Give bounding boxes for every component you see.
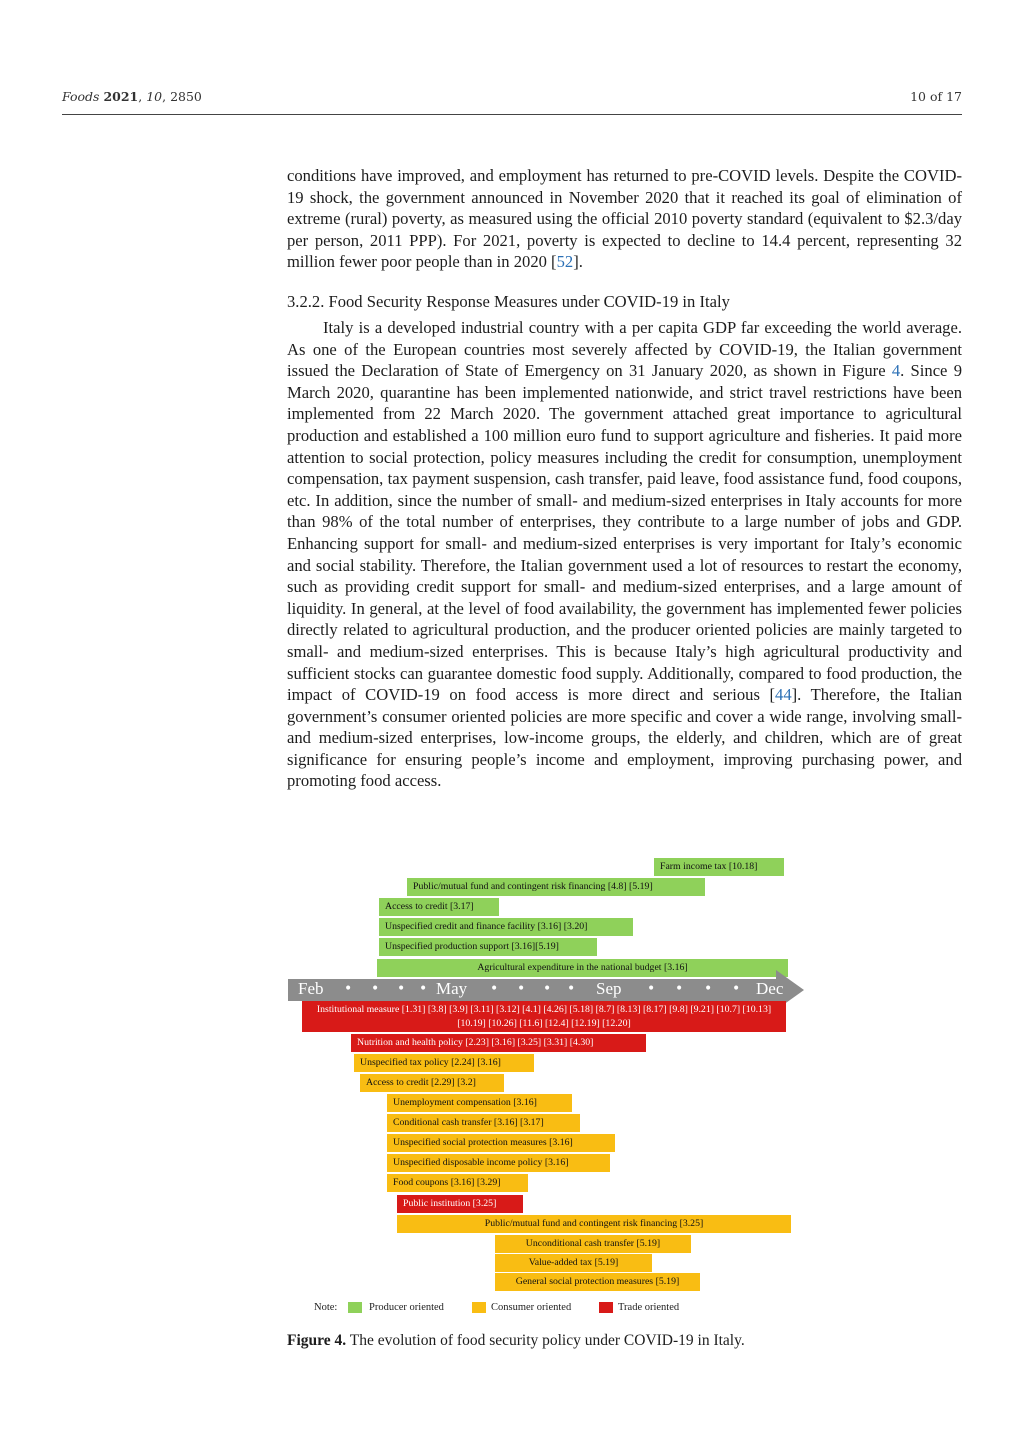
- figure-caption: [287, 1332, 962, 1350]
- journal-name: Foods: [62, 89, 100, 104]
- timeline-axis: [288, 979, 776, 1001]
- legend-label-producer: Producer oriented: [369, 1302, 444, 1313]
- policy-bar-farm-income-tax: Farm income tax [10.18]: [654, 858, 784, 876]
- figure-caption-label: Figure 4.: [287, 1332, 347, 1349]
- policy-bar-access-to-credit-consumer: Access to credit [2.29] [3.2]: [360, 1074, 504, 1092]
- policy-bar-unemployment-compensation: Unemployment compensation [3.16]: [387, 1094, 572, 1112]
- paragraph-text: ]. Therefore, the Italian government’s consumer oriented policies are more specific and cover a wide range, involving small- and medium-sized enterprises, low-income groups, the elderly, and children, which are of great significance for ensuring people’s income and employment, improving purchasing power, and promoting food access.: [287, 685, 962, 791]
- timeline-dot: •: [647, 981, 656, 997]
- timeline-month-dec: Dec: [756, 979, 784, 998]
- paragraph-italy: [287, 317, 962, 792]
- article-number: 2850: [170, 89, 202, 104]
- timeline-month-sep: Sep: [596, 979, 622, 998]
- legend-note: Note:: [314, 1302, 338, 1313]
- policy-bar-agricultural-expenditure: Agricultural expenditure in the national budget [3.16]: [377, 959, 788, 977]
- policy-bar-unspecified-tax: Unspecified tax policy [2.24] [3.16]: [354, 1054, 534, 1072]
- policy-bar-unspecified-social-protection: Unspecified social protection measures [3.16]: [387, 1134, 615, 1152]
- timeline-dot: •: [567, 981, 576, 997]
- timeline-dot: •: [344, 981, 353, 997]
- policy-bar-access-to-credit-producer: Access to credit [3.17]: [379, 898, 499, 916]
- page-number: 10 of 17: [910, 89, 962, 104]
- legend-label-consumer: Consumer oriented: [491, 1302, 572, 1313]
- timeline-dot: •: [371, 981, 380, 997]
- journal-citation: Foods 2021, 10, 2850: [62, 89, 202, 104]
- timeline-month-feb: Feb: [298, 979, 324, 998]
- reference-link[interactable]: 52: [556, 252, 574, 272]
- timeline-dot: •: [732, 981, 741, 997]
- policy-bar-public-mutual-fund-consumer: Public/mutual fund and contingent risk financing [3.25]: [397, 1215, 791, 1233]
- journal-volume: 10: [146, 89, 163, 104]
- journal-year: 2021: [103, 89, 139, 104]
- policy-bar-unspecified-disposable-income: Unspecified disposable income policy [3.16]: [387, 1154, 610, 1172]
- timeline-dot: •: [517, 981, 526, 997]
- figure-policy-timeline: [286, 852, 816, 1322]
- paragraph-tail: ].: [573, 252, 583, 272]
- paragraph-text: conditions have improved, and employment has returned to pre-COVID levels. Despite the COVID-19 shock, the government announced in November 2020 that it reached its goal of elimination of extreme (rural) poverty, as measured using the official 2010 poverty standard (equivalent to $2.3/day per person, 2011 PPP). For 2021, poverty is expected to decline to 14.4 percent, representing 32 million fewer poor people than in 2020 [: [287, 166, 962, 272]
- policy-bar-public-mutual-fund-producer: Public/mutual fund and contingent risk financing [4.8] [5.19]: [407, 878, 705, 896]
- policy-bar-conditional-cash-transfer: Conditional cash transfer [3.16] [3.17]: [387, 1114, 580, 1132]
- paragraph-text: . Since 9 March 2020, quarantine has been implemented nationwide, and strict travel restrictions have been implemented from 22 March 2020. The government attached great importance to agricultural production and established a 100 million euro fund to support agriculture and fisheries. It paid more attention to social protection, policy measures including the credit for consumption, unemployment compensation, tax payment suspension, cash transfer, paid leave, food assistance fund, food coupons, etc. In addition, since the number of small- and medium-sized enterprises in Italy accounts for more than 98% of the total number of enterprises, they contribute to a large number of jobs and GDP. Enhancing support for small- and medium-sized enterprises is very important for Italy’s economic and social stability. Therefore, the Italian government used a lot of resources to restart the economy, such as providing credit support for small- and medium-sized enterprises, and a large amount of liquidity. In general, at the level of food availability, the government has implemented fewer policies directly related to agricultural production, and the producer oriented policies are mainly targeted to small- and medium-sized enterprises. This is because Italy’s high agricultural productivity and sufficient stocks can guarantee domestic food supply. Additionally, compared to food production, the impact of COVID-19 on food access is more direct and serious [: [287, 361, 962, 705]
- timeline-dot: •: [543, 981, 552, 997]
- timeline-dot: •: [490, 981, 499, 997]
- policy-bar-general-social-protection: General social protection measures [5.19]: [495, 1273, 700, 1291]
- paragraph-text: Italy is a developed industrial country with a per capita GDP far exceeding the world average. As one of the European countries most severely affected by COVID-19, the Italian government issued the Declaration of State of Emergency on 31 January 2020, as shown in Figure: [287, 318, 962, 381]
- policy-bar-unspecified-credit: Unspecified credit and finance facility [3.16] [3.20]: [379, 918, 633, 936]
- section-heading: 3.2.2. Food Security Response Measures under COVID-19 in Italy: [287, 292, 730, 311]
- figure-caption-text: The evolution of food security policy under COVID-19 in Italy.: [346, 1332, 745, 1349]
- timeline-dot: •: [397, 981, 406, 997]
- legend-swatch-consumer: [472, 1302, 486, 1313]
- timeline-dot: •: [675, 981, 684, 997]
- policy-bar-institutional-measure: Institutional measure [1.31] [3.8] [3.9] [3.11] [3.12] [4.1] [4.26] [5.18] [8.7] [8.13] [8.17] [9.8] [9.21] [10.7] [10.13] [10.19] [10.26] [11.6] [12.4] [12.19] [12.20]: [302, 1001, 786, 1032]
- paragraph-continuation: [287, 165, 962, 273]
- policy-bar-value-added-tax: Value-added tax [5.19]: [495, 1254, 652, 1272]
- policy-bar-unspecified-production-support: Unspecified production support [3.16][5.19]: [379, 938, 597, 956]
- timeline-dot: •: [704, 981, 713, 997]
- policy-bar-food-coupons: Food coupons [3.16] [3.29]: [387, 1174, 528, 1192]
- timeline-dot: •: [419, 981, 428, 997]
- header-rule: [62, 114, 962, 115]
- running-header: [62, 89, 962, 111]
- figure-reference-link[interactable]: 4: [891, 361, 901, 381]
- timeline-month-may: May: [436, 979, 468, 998]
- reference-link[interactable]: 44: [775, 685, 792, 705]
- policy-bar-unconditional-cash-transfer: Unconditional cash transfer [5.19]: [495, 1235, 691, 1253]
- legend-label-trade: Trade oriented: [618, 1302, 680, 1313]
- policy-bar-public-institution: Public institution [3.25]: [397, 1195, 523, 1213]
- legend-swatch-producer: [348, 1302, 362, 1313]
- policy-bar-nutrition-health: Nutrition and health policy [2.23] [3.16] [3.25] [3.31] [4.30]: [351, 1034, 646, 1052]
- legend-swatch-trade: [599, 1302, 613, 1313]
